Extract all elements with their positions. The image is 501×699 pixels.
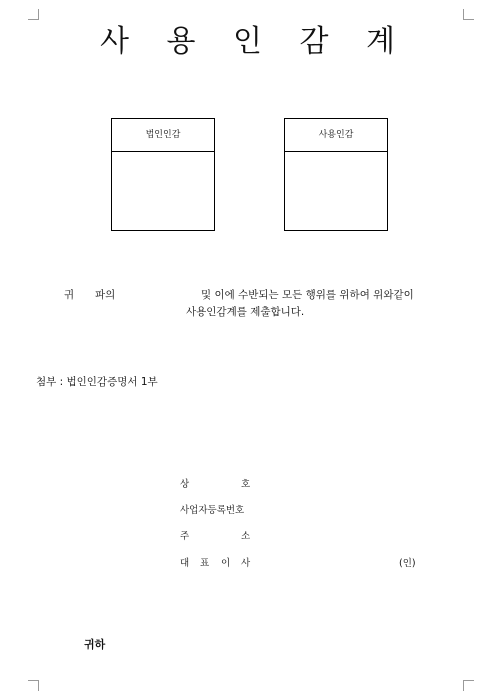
seal-mark: (인): [399, 558, 416, 569]
field-rep-label-b: 표: [200, 558, 210, 569]
addressee: 귀하: [84, 638, 106, 651]
field-name-label-a: 상: [180, 479, 190, 490]
document-title: 사 용 인 감 계: [99, 24, 410, 59]
crop-mark-bottom-right: [463, 680, 474, 691]
field-rep-label-d: 사: [241, 558, 251, 569]
field-rep-label-a: 대: [180, 558, 190, 569]
crop-mark-bottom-left: [28, 680, 39, 691]
corporate-seal-box: [111, 118, 215, 231]
field-rep-label-c: 이: [221, 558, 231, 569]
statement-to-a: 귀: [64, 289, 75, 301]
field-address-label-b: 소: [241, 531, 251, 542]
attachment-note: 첨부 : 법인인감증명서 1부: [36, 376, 158, 388]
corporate-seal-label: 법인인감: [112, 119, 214, 152]
statement-line2: 사용인감계를 제출합니다.: [186, 306, 305, 318]
statement-line1: 및 이에 수반되는 모든 행위를 위하여 위와같이: [201, 289, 414, 301]
usage-seal-label: 사용인감: [285, 119, 387, 152]
usage-seal-box: [284, 118, 388, 231]
field-business-reg-label: 사업자등록번호: [180, 505, 245, 516]
statement-to-b: 파의: [95, 289, 116, 301]
field-name-label-b: 호: [241, 479, 251, 490]
field-address-label-a: 주: [180, 531, 190, 542]
